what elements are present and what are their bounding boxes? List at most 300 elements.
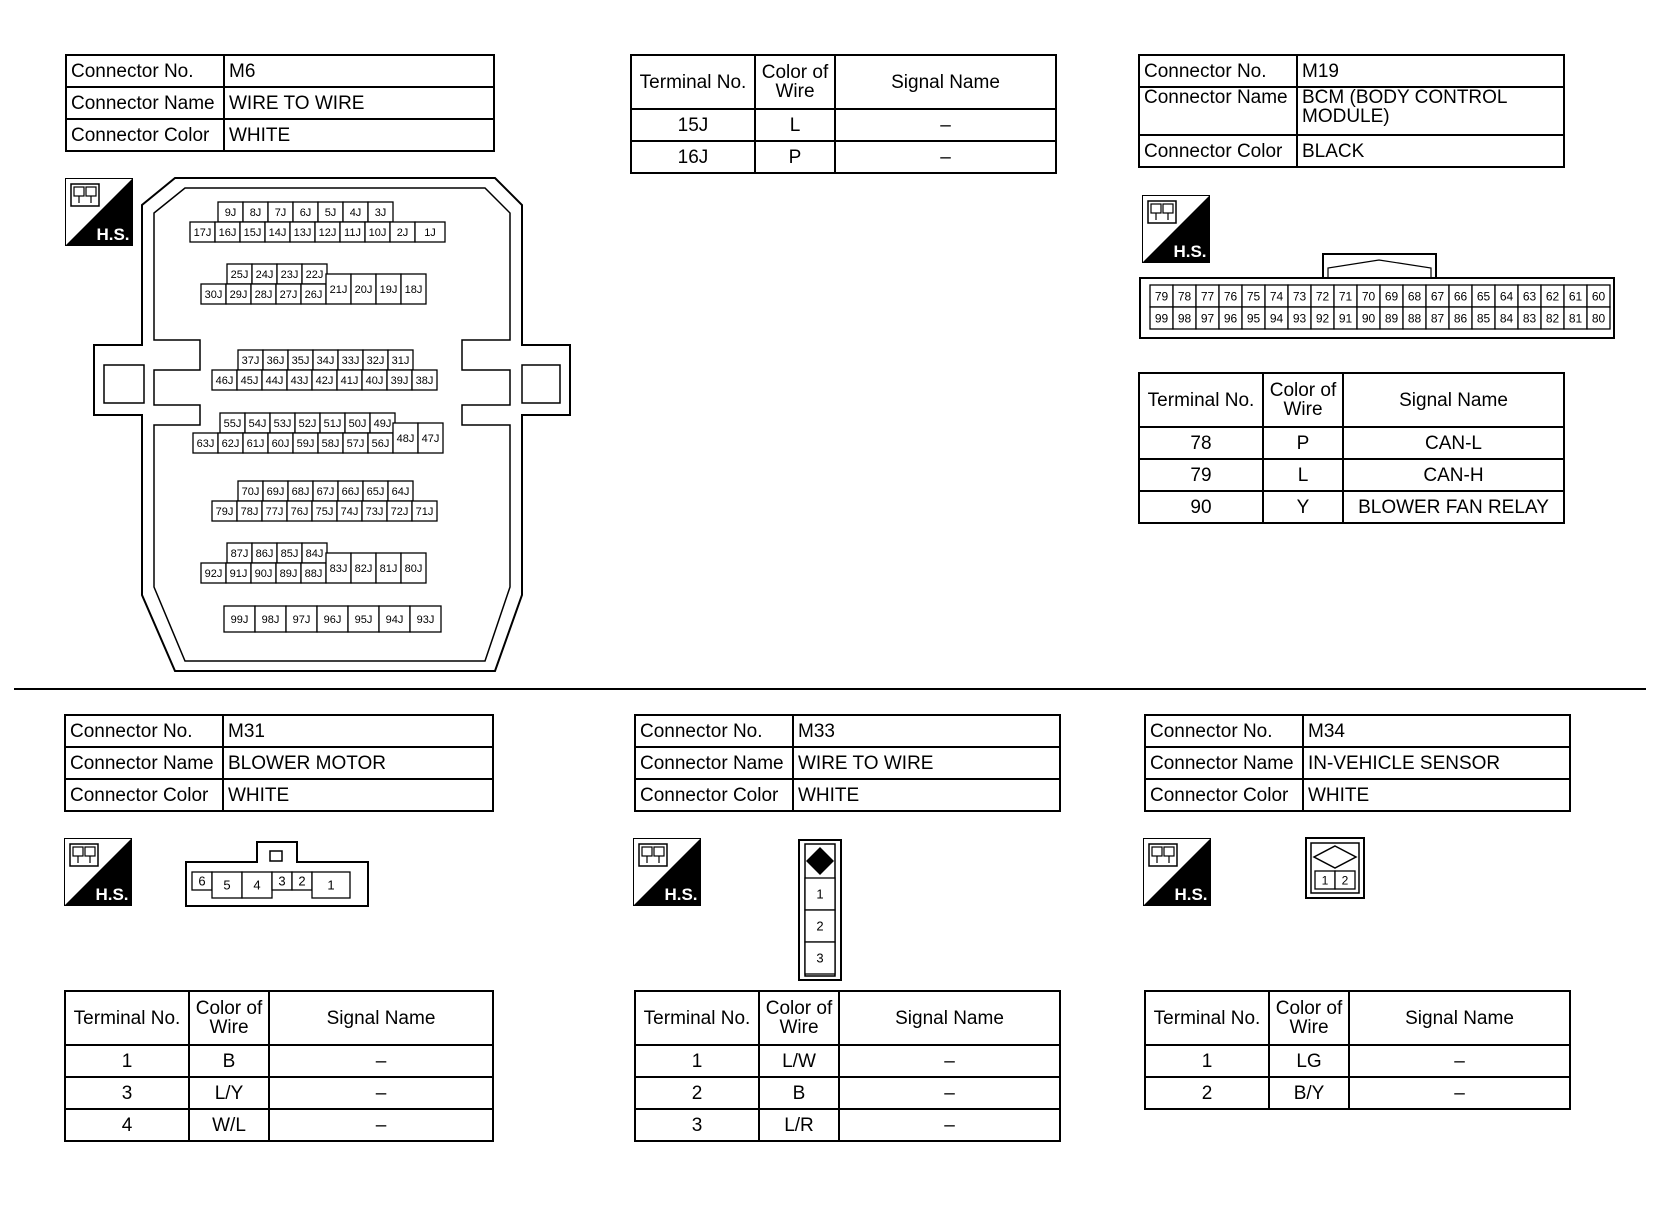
terminal-pin-label: 82J [354, 562, 373, 575]
terminal-pin-label: 93 [1292, 311, 1307, 326]
m34-connector-diagram [1304, 836, 1368, 902]
hs-label: H.S. [664, 885, 698, 904]
terminal-pin-label: 29J [229, 288, 248, 301]
info-label: Connector No. [635, 715, 793, 747]
terminal-pin-label: 10J [368, 226, 387, 239]
terminal-pin-label: 9J [224, 206, 237, 219]
table-row [1145, 747, 1570, 779]
terminal-pin-label: 84J [305, 547, 324, 560]
terminal-pin-label: 80 [1591, 311, 1606, 326]
terminal-pin-label: 18J [404, 283, 423, 296]
table-header-row [631, 55, 1056, 109]
terminal-pin-label: 95 [1246, 311, 1261, 326]
harness-side-icon [64, 838, 132, 906]
terminal-pin-label: 55J [223, 417, 242, 430]
info-label: Connector No. [1139, 55, 1297, 87]
terminal-pin-label: 99J [230, 613, 249, 626]
signal-cell: – [269, 1045, 493, 1077]
terminal-pin-label: 4J [349, 206, 362, 219]
signal-cell: – [839, 1109, 1060, 1141]
terminal-pin-label: 71 [1338, 289, 1353, 304]
terminal-pin-label: 84 [1499, 311, 1514, 326]
terminal-pin-label: 88 [1407, 311, 1422, 326]
color-cell: L/W [759, 1045, 839, 1077]
terminal-pin-label: 82 [1545, 311, 1560, 326]
m19-connector-diagram [1138, 252, 1618, 342]
info-label: Connector Name [65, 747, 223, 779]
terminal-pin-label: 69 [1384, 289, 1399, 304]
color-header: Color of Wire [189, 991, 269, 1045]
terminal-pin-label: 5J [324, 206, 337, 219]
terminal-pin-label: 81 [1568, 311, 1583, 326]
signal-header: Signal Name [835, 55, 1056, 109]
terminal-header: Terminal No. [65, 991, 189, 1045]
terminal-pin-label: 90 [1361, 311, 1376, 326]
signal-cell: CAN-H [1343, 459, 1564, 491]
terminal-pin-label: 61J [246, 437, 265, 450]
terminal-pin-label: 66 [1453, 289, 1468, 304]
terminal-pin-label: 48J [396, 432, 415, 445]
table-row [635, 1045, 1060, 1077]
table-header-row [635, 991, 1060, 1045]
table-row [1145, 1045, 1570, 1077]
m19-info-table [1138, 54, 1565, 168]
terminal-cell: 2 [1145, 1077, 1269, 1109]
color-header: Color of Wire [1263, 373, 1343, 427]
color-cell: L [755, 109, 835, 141]
terminal-pin-label: 21J [329, 283, 348, 296]
terminal-header: Terminal No. [631, 55, 755, 109]
table-row [635, 1077, 1060, 1109]
table-header-row [65, 991, 493, 1045]
table-row [65, 779, 493, 811]
info-value: WIRE TO WIRE [224, 87, 494, 119]
m19-lock-mark [1328, 260, 1431, 278]
terminal-pin-label: 1J [424, 226, 436, 239]
terminal-pin-label: 87J [230, 547, 249, 560]
terminal-pin-label: 86 [1453, 311, 1468, 326]
terminal-pin-label: 78 [1177, 289, 1192, 304]
info-value: M6 [224, 55, 494, 87]
terminal-pin-label: 27J [279, 288, 298, 301]
terminal-pin-label: 24J [255, 268, 274, 281]
terminal-pin-label: 1 [327, 877, 335, 893]
terminal-pin-label: 92 [1315, 311, 1330, 326]
info-label: Connector Color [1139, 135, 1297, 167]
terminal-pin-label: 71J [415, 505, 434, 518]
terminal-pin-label: 3J [374, 206, 387, 219]
terminal-pin-label: 26J [304, 288, 323, 301]
m33-terminal-table [634, 990, 1061, 1142]
terminal-pin-label: 74 [1269, 289, 1284, 304]
info-value: M31 [223, 715, 493, 747]
info-value: M19 [1297, 55, 1564, 87]
terminal-pin-label: 13J [293, 226, 312, 239]
terminal-pin-label: 83 [1522, 311, 1537, 326]
info-value: BCM (BODY CONTROL MODULE) [1297, 87, 1564, 135]
terminal-pin-label: 97J [292, 613, 311, 626]
terminal-pin-label: 89 [1384, 311, 1399, 326]
terminal-pin-label: 1 [816, 886, 824, 902]
info-value: WHITE [1303, 779, 1570, 811]
hs-label: H.S. [1174, 885, 1208, 904]
terminal-pin-label: 16J [218, 226, 237, 239]
terminal-pin-label: 6 [198, 873, 206, 889]
m31-pin-grid [192, 872, 350, 898]
info-label: Connector No. [1145, 715, 1303, 747]
terminal-pin-label: 63 [1522, 289, 1537, 304]
terminal-pin-label: 2J [396, 226, 409, 239]
terminal-pin-label: 89J [279, 567, 298, 580]
terminal-pin-label: 91J [229, 567, 248, 580]
terminal-pin-label: 88J [304, 567, 323, 580]
terminal-pin-label: 85J [280, 547, 299, 560]
terminal-pin-label: 11J [344, 226, 361, 239]
m31-terminal-table [64, 990, 494, 1142]
table-row [635, 1109, 1060, 1141]
terminal-pin-label: 39J [390, 374, 409, 387]
terminal-pin-label: 59J [296, 437, 315, 450]
m6-pin-grid [190, 202, 445, 632]
table-row [66, 87, 494, 119]
m6-left-latch [104, 365, 144, 403]
table-row [1139, 135, 1564, 167]
terminal-pin-label: 1 [1321, 873, 1329, 888]
m33-pin-grid [805, 878, 835, 974]
terminal-pin-label: 78J [240, 505, 259, 518]
terminal-pin-label: 75 [1246, 289, 1261, 304]
terminal-pin-label: 65 [1476, 289, 1491, 304]
table-row [1145, 1077, 1570, 1109]
terminal-pin-label: 49J [373, 417, 392, 430]
table-row [65, 1109, 493, 1141]
terminal-pin-label: 4 [253, 877, 261, 893]
terminal-pin-label: 92J [204, 567, 223, 580]
color-header: Color of Wire [1269, 991, 1349, 1045]
terminal-pin-label: 90J [254, 567, 273, 580]
table-row [66, 119, 494, 151]
terminal-pin-label: 98J [261, 613, 280, 626]
terminal-pin-label: 69J [266, 485, 285, 498]
signal-cell: – [1349, 1045, 1570, 1077]
terminal-pin-label: 38J [415, 374, 434, 387]
terminal-pin-label: 34J [316, 354, 335, 367]
info-value: WHITE [223, 779, 493, 811]
terminal-pin-label: 36J [266, 354, 285, 367]
terminal-pin-label: 62 [1545, 289, 1560, 304]
terminal-cell: 3 [635, 1109, 759, 1141]
info-value: M34 [1303, 715, 1570, 747]
terminal-pin-label: 75J [315, 505, 334, 518]
terminal-pin-label: 25J [230, 268, 249, 281]
signal-cell: CAN-L [1343, 427, 1564, 459]
terminal-pin-label: 22J [305, 268, 324, 281]
m19-pin-grid [1150, 285, 1610, 329]
table-row [635, 715, 1060, 747]
terminal-pin-label: 5 [223, 877, 231, 893]
terminal-pin-label: 70 [1361, 289, 1376, 304]
terminal-pin-label: 96J [323, 613, 342, 626]
terminal-pin-label: 50J [348, 417, 367, 430]
terminal-pin-label: 37J [241, 354, 260, 367]
terminal-header: Terminal No. [1145, 991, 1269, 1045]
terminal-pin-label: 91 [1338, 311, 1353, 326]
m33-connector-diagram [797, 838, 845, 984]
m31-info-table [64, 714, 494, 812]
info-label: Connector No. [65, 715, 223, 747]
info-label: Connector Color [66, 119, 224, 151]
terminal-pin-label: 58J [321, 437, 340, 450]
terminal-pin-label: 12J [318, 226, 337, 239]
terminal-pin-label: 99 [1154, 311, 1169, 326]
m19-terminal-table [1138, 372, 1565, 524]
terminal-cell: 16J [631, 141, 755, 173]
terminal-pin-label: 7J [274, 206, 287, 219]
table-header-row [1139, 373, 1564, 427]
terminal-pin-label: 77 [1200, 289, 1215, 304]
signal-cell: – [1349, 1077, 1570, 1109]
terminal-pin-label: 43J [290, 374, 309, 387]
terminal-pin-label: 47J [421, 432, 440, 445]
table-row [66, 55, 494, 87]
info-label: Connector Color [1145, 779, 1303, 811]
terminal-pin-label: 68 [1407, 289, 1422, 304]
terminal-pin-label: 67J [316, 485, 335, 498]
table-row [1139, 427, 1564, 459]
color-header: Color of Wire [759, 991, 839, 1045]
terminal-pin-label: 96 [1223, 311, 1238, 326]
table-row [1139, 87, 1564, 135]
terminal-pin-label: 44J [265, 374, 284, 387]
terminal-pin-label: 73J [365, 505, 384, 518]
terminal-pin-label: 83J [329, 562, 348, 575]
color-cell: B/Y [1269, 1077, 1349, 1109]
m6-terminal-table [630, 54, 1057, 174]
terminal-pin-label: 17J [193, 226, 212, 239]
terminal-cell: 90 [1139, 491, 1263, 523]
m34-pin-grid [1315, 871, 1355, 889]
color-cell: L/Y [189, 1077, 269, 1109]
terminal-pin-label: 63J [196, 437, 215, 450]
info-label: Connector Name [1145, 747, 1303, 779]
m6-right-latch [522, 365, 560, 403]
terminal-pin-label: 68J [291, 485, 310, 498]
terminal-pin-label: 87 [1430, 311, 1445, 326]
terminal-pin-label: 23J [280, 268, 299, 281]
terminal-pin-label: 42J [315, 374, 334, 387]
terminal-cell: 78 [1139, 427, 1263, 459]
terminal-pin-label: 2 [298, 873, 306, 889]
color-cell: W/L [189, 1109, 269, 1141]
terminal-pin-label: 41J [340, 374, 359, 387]
terminal-pin-label: 97 [1200, 311, 1215, 326]
terminal-cell: 15J [631, 109, 755, 141]
harness-side-icon [633, 838, 701, 906]
table-header-row [1145, 991, 1570, 1045]
terminal-pin-label: 81J [379, 562, 398, 575]
terminal-cell: 2 [635, 1077, 759, 1109]
terminal-header: Terminal No. [635, 991, 759, 1045]
terminal-pin-label: 62J [221, 437, 240, 450]
terminal-pin-label: 57J [346, 437, 365, 450]
table-row [1145, 779, 1570, 811]
signal-header: Signal Name [1349, 991, 1570, 1045]
terminal-pin-label: 53J [273, 417, 292, 430]
info-value: M33 [793, 715, 1060, 747]
terminal-pin-label: 73 [1292, 289, 1307, 304]
table-row [65, 1077, 493, 1109]
terminal-cell: 4 [65, 1109, 189, 1141]
terminal-pin-label: 80J [404, 562, 423, 575]
signal-cell: – [839, 1045, 1060, 1077]
color-header: Color of Wire [755, 55, 835, 109]
info-value: IN-VEHICLE SENSOR [1303, 747, 1570, 779]
m31-connector-diagram [184, 840, 374, 910]
info-value: BLACK [1297, 135, 1564, 167]
terminal-pin-label: 19J [379, 283, 398, 296]
terminal-pin-label: 61 [1568, 289, 1583, 304]
table-row [1139, 459, 1564, 491]
color-cell: B [759, 1077, 839, 1109]
terminal-pin-label: 60J [271, 437, 290, 450]
terminal-pin-label: 52J [298, 417, 317, 430]
table-row [65, 1045, 493, 1077]
terminal-pin-label: 31J [391, 354, 410, 367]
terminal-pin-label: 64 [1499, 289, 1514, 304]
table-row [635, 779, 1060, 811]
terminal-pin-label: 33J [341, 354, 360, 367]
color-cell: L/R [759, 1109, 839, 1141]
m6-info-table [65, 54, 495, 152]
terminal-pin-label: 85 [1476, 311, 1491, 326]
table-row [1139, 55, 1564, 87]
signal-header: Signal Name [839, 991, 1060, 1045]
info-label: Connector Name [635, 747, 793, 779]
info-label: Connector Color [65, 779, 223, 811]
terminal-pin-label: 67 [1430, 289, 1445, 304]
terminal-cell: 3 [65, 1077, 189, 1109]
terminal-pin-label: 2 [816, 918, 824, 934]
m6-connector-diagram [90, 175, 580, 680]
info-value: WIRE TO WIRE [793, 747, 1060, 779]
info-value: WHITE [793, 779, 1060, 811]
table-row [65, 747, 493, 779]
terminal-pin-label: 46J [215, 374, 234, 387]
terminal-pin-label: 15J [243, 226, 262, 239]
signal-cell: – [835, 141, 1056, 173]
signal-cell: – [839, 1077, 1060, 1109]
terminal-pin-label: 76J [290, 505, 309, 518]
terminal-pin-label: 14J [268, 226, 287, 239]
terminal-header: Terminal No. [1139, 373, 1263, 427]
terminal-pin-label: 79J [215, 505, 234, 518]
info-label: Connector Name [1139, 87, 1297, 135]
m33-lock-mark [806, 847, 834, 875]
terminal-pin-label: 28J [254, 288, 273, 301]
info-value: WHITE [224, 119, 494, 151]
terminal-cell: 1 [1145, 1045, 1269, 1077]
table-row [1145, 715, 1570, 747]
info-label: Connector No. [66, 55, 224, 87]
color-cell: LG [1269, 1045, 1349, 1077]
hs-label: H.S. [96, 225, 130, 244]
hs-label: H.S. [1173, 242, 1207, 261]
signal-cell: – [269, 1109, 493, 1141]
terminal-pin-label: 8J [249, 206, 262, 219]
m34-terminal-table [1144, 990, 1571, 1110]
terminal-pin-label: 76 [1223, 289, 1238, 304]
terminal-pin-label: 72J [390, 505, 409, 518]
m33-info-table [634, 714, 1061, 812]
color-cell: P [755, 141, 835, 173]
signal-header: Signal Name [1343, 373, 1564, 427]
terminal-pin-label: 3 [816, 950, 824, 966]
terminal-pin-label: 54J [248, 417, 267, 430]
table-row [631, 109, 1056, 141]
terminal-pin-label: 74J [340, 505, 359, 518]
table-row [1139, 491, 1564, 523]
signal-header: Signal Name [269, 991, 493, 1045]
terminal-pin-label: 60 [1591, 289, 1606, 304]
table-row [635, 747, 1060, 779]
terminal-pin-label: 66J [341, 485, 360, 498]
terminal-pin-label: 65J [366, 485, 385, 498]
table-row [631, 141, 1056, 173]
color-cell: B [189, 1045, 269, 1077]
hs-label: H.S. [95, 885, 129, 904]
signal-cell: – [269, 1077, 493, 1109]
terminal-pin-label: 70J [241, 485, 260, 498]
terminal-pin-label: 45J [240, 374, 259, 387]
terminal-pin-label: 32J [366, 354, 385, 367]
m34-info-table [1144, 714, 1571, 812]
terminal-pin-label: 79 [1154, 289, 1169, 304]
color-cell: L [1263, 459, 1343, 491]
terminal-cell: 79 [1139, 459, 1263, 491]
terminal-pin-label: 94J [385, 613, 404, 626]
terminal-pin-label: 35J [291, 354, 310, 367]
color-cell: P [1263, 427, 1343, 459]
terminal-pin-label: 30J [204, 288, 223, 301]
harness-side-icon [1143, 838, 1211, 906]
terminal-pin-label: 40J [365, 374, 384, 387]
color-cell: Y [1263, 491, 1343, 523]
terminal-pin-label: 72 [1315, 289, 1330, 304]
signal-cell: BLOWER FAN RELAY [1343, 491, 1564, 523]
terminal-pin-label: 94 [1269, 311, 1284, 326]
info-value: BLOWER MOTOR [223, 747, 493, 779]
terminal-pin-label: 3 [278, 873, 286, 889]
terminal-pin-label: 77J [265, 505, 284, 518]
terminal-cell: 1 [635, 1045, 759, 1077]
info-label: Connector Color [635, 779, 793, 811]
terminal-cell: 1 [65, 1045, 189, 1077]
terminal-pin-label: 86J [255, 547, 274, 560]
terminal-pin-label: 56J [371, 437, 390, 450]
table-row [65, 715, 493, 747]
terminal-pin-label: 98 [1177, 311, 1192, 326]
m34-lock-mark [1314, 846, 1356, 868]
terminal-pin-label: 20J [354, 283, 373, 296]
terminal-pin-label: 93J [416, 613, 435, 626]
terminal-pin-label: 6J [299, 206, 312, 219]
terminal-pin-label: 64J [391, 485, 410, 498]
section-divider [14, 688, 1646, 690]
m31-lock-mark [270, 851, 282, 861]
info-label: Connector Name [66, 87, 224, 119]
terminal-pin-label: 95J [354, 613, 373, 626]
signal-cell: – [835, 109, 1056, 141]
